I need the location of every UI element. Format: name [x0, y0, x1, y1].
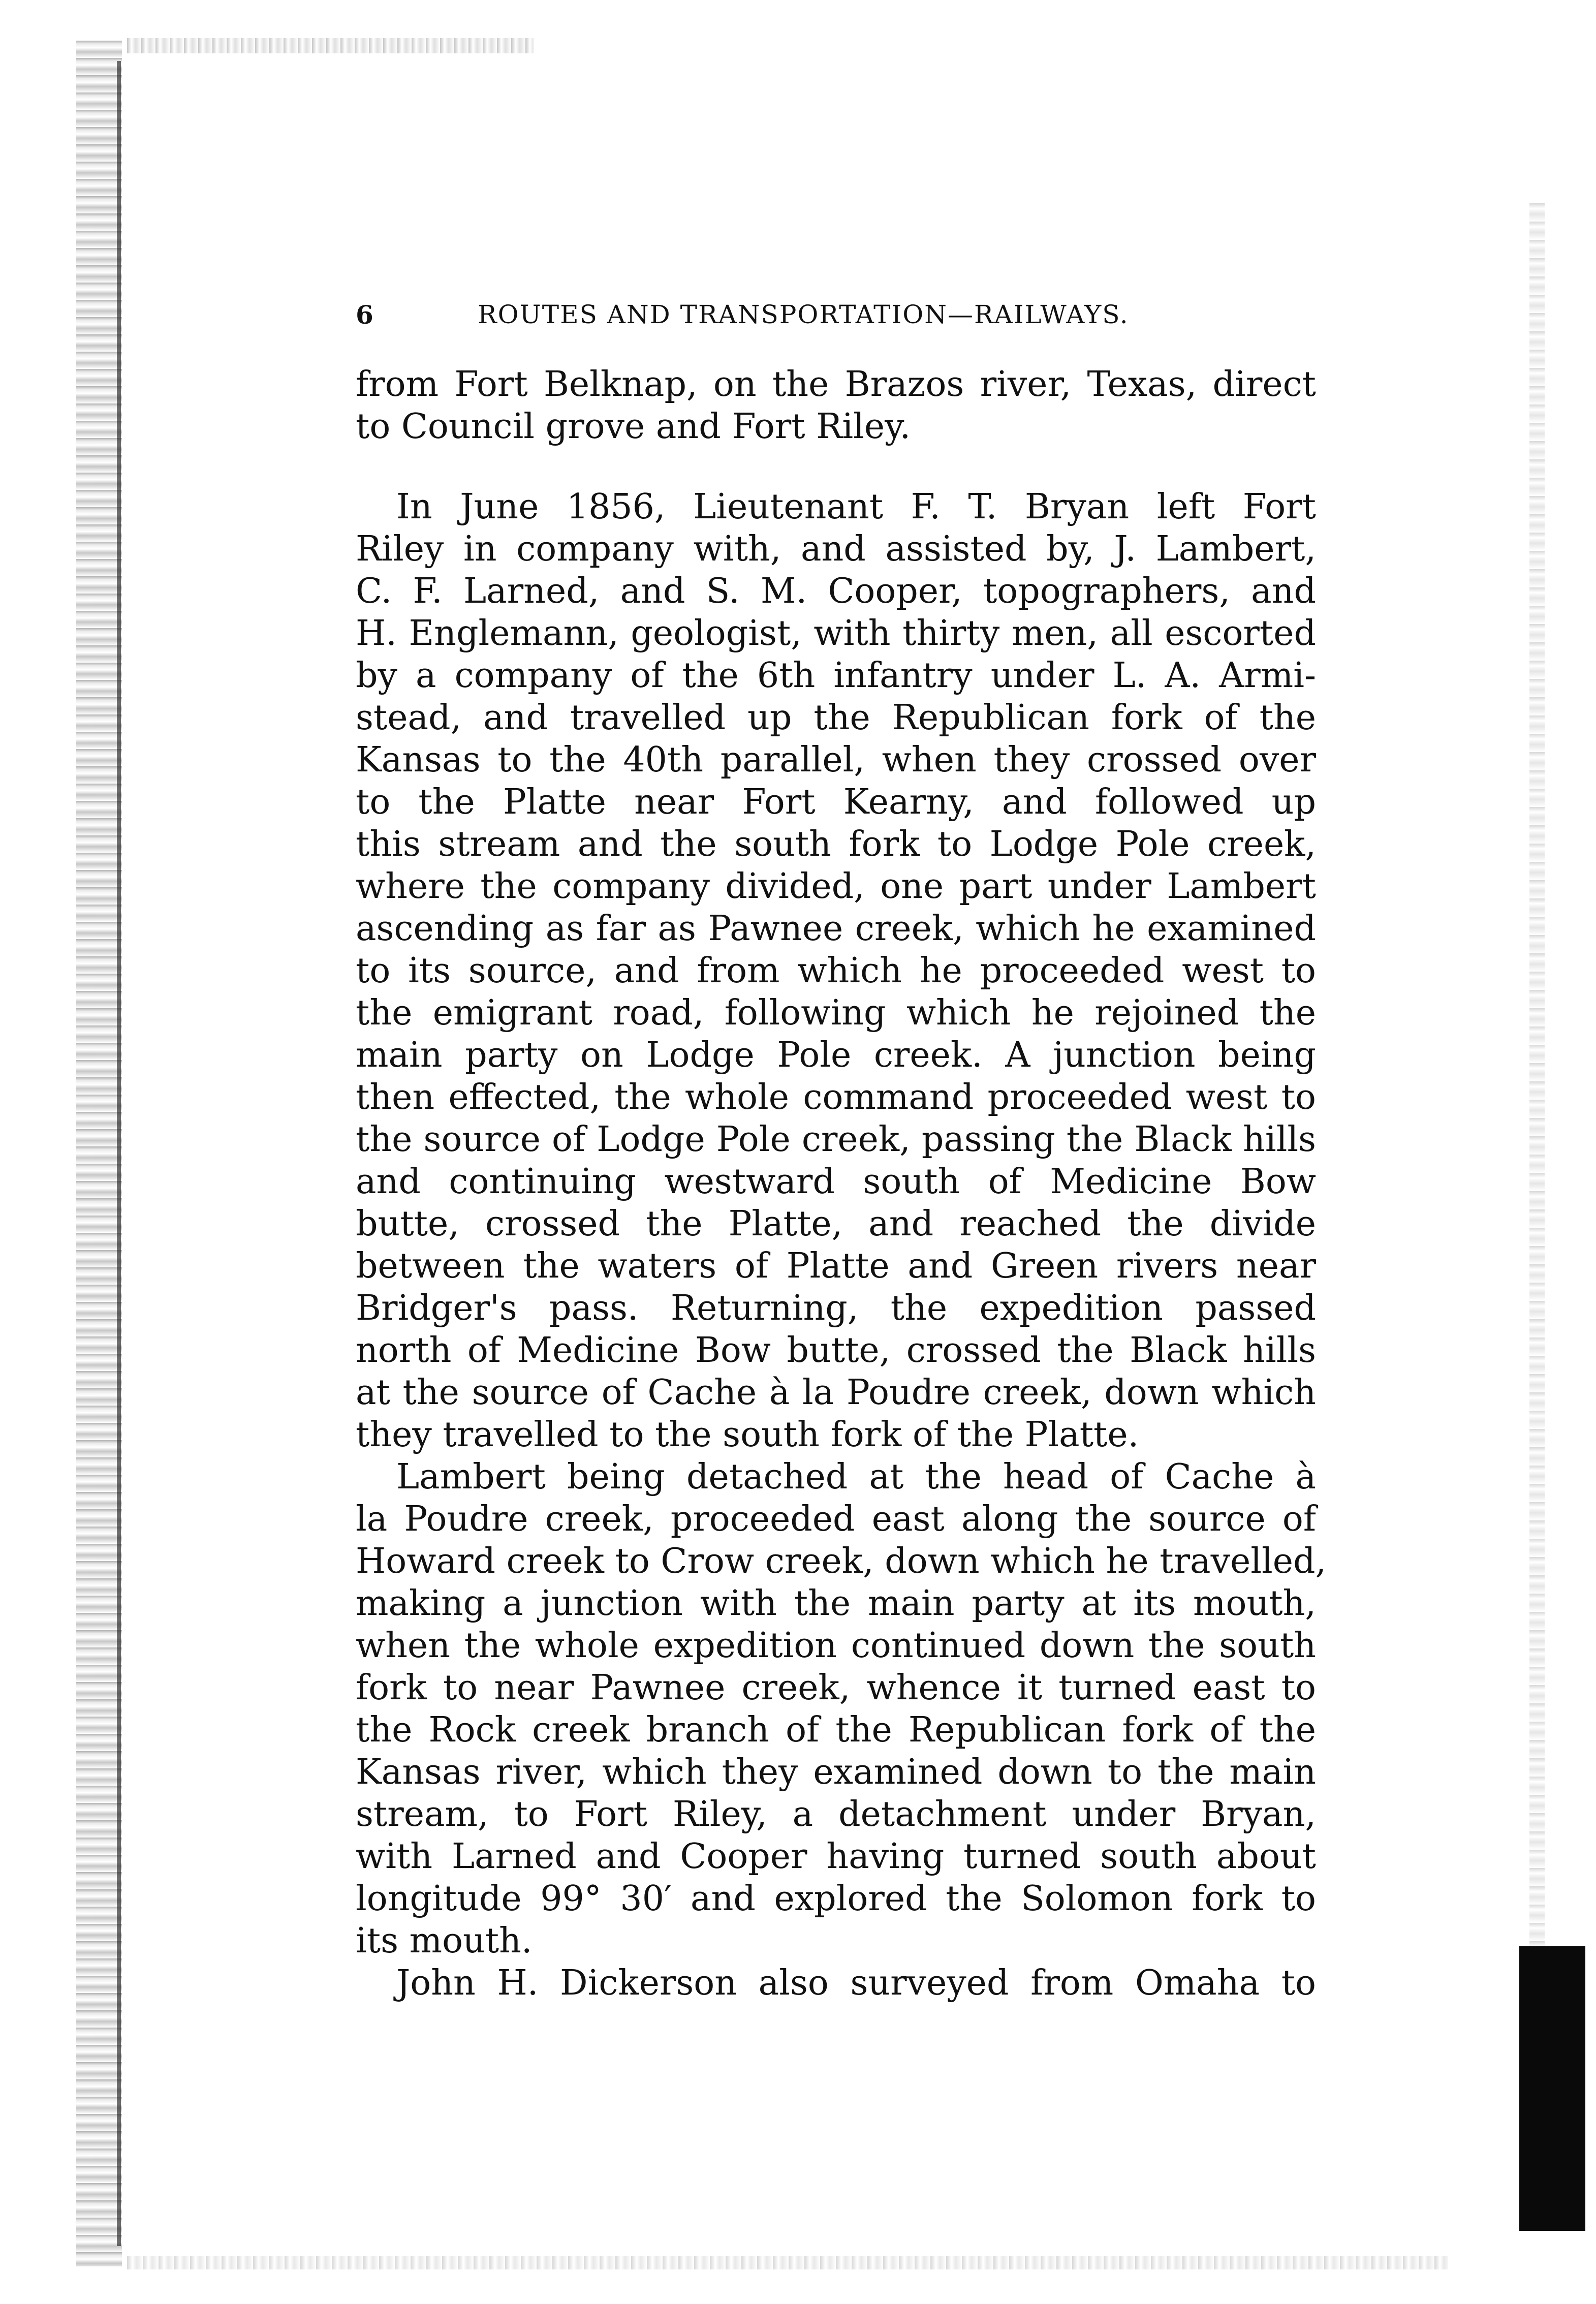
text-line: where the company divided, one part under Lambert	[356, 866, 1316, 907]
page-header	[356, 300, 1321, 335]
text-line: between the waters of Platte and Green rivers near	[356, 1246, 1316, 1286]
text-line: at the source of Cache à la Poudre creek, down which	[356, 1373, 1316, 1413]
paragraph-gap	[356, 448, 1316, 486]
text-line: to Council grove and Fort Riley.	[356, 407, 911, 447]
scan-edge-right	[1529, 203, 1545, 2033]
text-line: to the Platte near Fort Kearny, and followed up	[356, 782, 1316, 822]
text-line: this stream and the south fork to Lodge Pole creek,	[356, 824, 1316, 864]
text-line: main party on Lodge Pole creek. A junction being	[356, 1035, 1316, 1075]
text-line: C. F. Larned, and S. M. Cooper, topographers, and	[356, 571, 1316, 611]
text-line: butte, crossed the Platte, and reached the divide	[356, 1204, 1316, 1244]
text-line: to its source, and from which he proceeded west to	[356, 951, 1316, 991]
text-line: In June 1856, Lieutenant F. T. Bryan left Fort	[396, 487, 1316, 527]
text-line: making a junction with the main party at its mouth,	[356, 1583, 1316, 1624]
text-line: stream, to Fort Riley, a detachment under Bryan,	[356, 1794, 1316, 1834]
text-line: its mouth.	[356, 1921, 533, 1961]
text-line: when the whole expedition continued down the south	[356, 1626, 1316, 1666]
scan-edge-left	[76, 41, 122, 2266]
text-line: with Larned and Cooper having turned south about	[356, 1836, 1316, 1877]
text-line: Kansas to the 40th parallel, when they crossed over	[356, 740, 1316, 780]
scan-edge-top	[127, 38, 534, 53]
text-line: John H. Dickerson also surveyed from Omaha to	[396, 1963, 1316, 2003]
text-line: la Poudre creek, proceeded east along the source of	[356, 1499, 1316, 1539]
text-line: Lambert being detached at the head of Cache à	[396, 1457, 1316, 1497]
text-line: fork to near Pawnee creek, whence it turned east to	[356, 1668, 1316, 1708]
text-line: from Fort Belknap, on the Brazos river, Texas, direct	[356, 364, 1316, 404]
text-line: then effected, the whole command proceeded west to	[356, 1077, 1316, 1117]
text-line: and continuing westward south of Medicine Bow	[356, 1162, 1316, 1202]
running-head: ROUTES AND TRANSPORTATION—RAILWAYS.	[478, 300, 1129, 329]
body-text	[356, 363, 1327, 2004]
text-line: the emigrant road, following which he rejoined the	[356, 993, 1316, 1033]
text-line: H. Englemann, geologist, with thirty men, all escorted	[356, 613, 1316, 653]
page-number: 6	[356, 300, 374, 330]
text-line: they travelled to the south fork of the Platte.	[356, 1415, 1139, 1455]
text-line: the source of Lodge Pole creek, passing the Black hills	[356, 1119, 1316, 1160]
text-line: stead, and travelled up the Republican fork of the	[356, 698, 1316, 738]
text-line: Howard creek to Crow creek, down which he travelled,	[356, 1541, 1327, 1581]
text-line: north of Medicine Bow butte, crossed the Black hills	[356, 1330, 1316, 1371]
scan-edge-bottom	[127, 2256, 1448, 2269]
scan-dark-corner	[1519, 1946, 1585, 2231]
text-line: Riley in company with, and assisted by, J. Lambert,	[356, 529, 1316, 569]
text-line: the Rock creek branch of the Republican fork of the	[356, 1710, 1316, 1750]
scan-gutter-line	[117, 61, 121, 2246]
text-line: Kansas river, which they examined down to the main	[356, 1752, 1316, 1792]
text-line: longitude 99° 30′ and explored the Solomon fork to	[356, 1879, 1316, 1919]
text-line: by a company of the 6th infantry under L. A. Armi-	[356, 656, 1316, 696]
text-line: Bridger's pass. Returning, the expedition passed	[356, 1288, 1316, 1328]
text-line: ascending as far as Pawnee creek, which he examined	[356, 909, 1316, 949]
